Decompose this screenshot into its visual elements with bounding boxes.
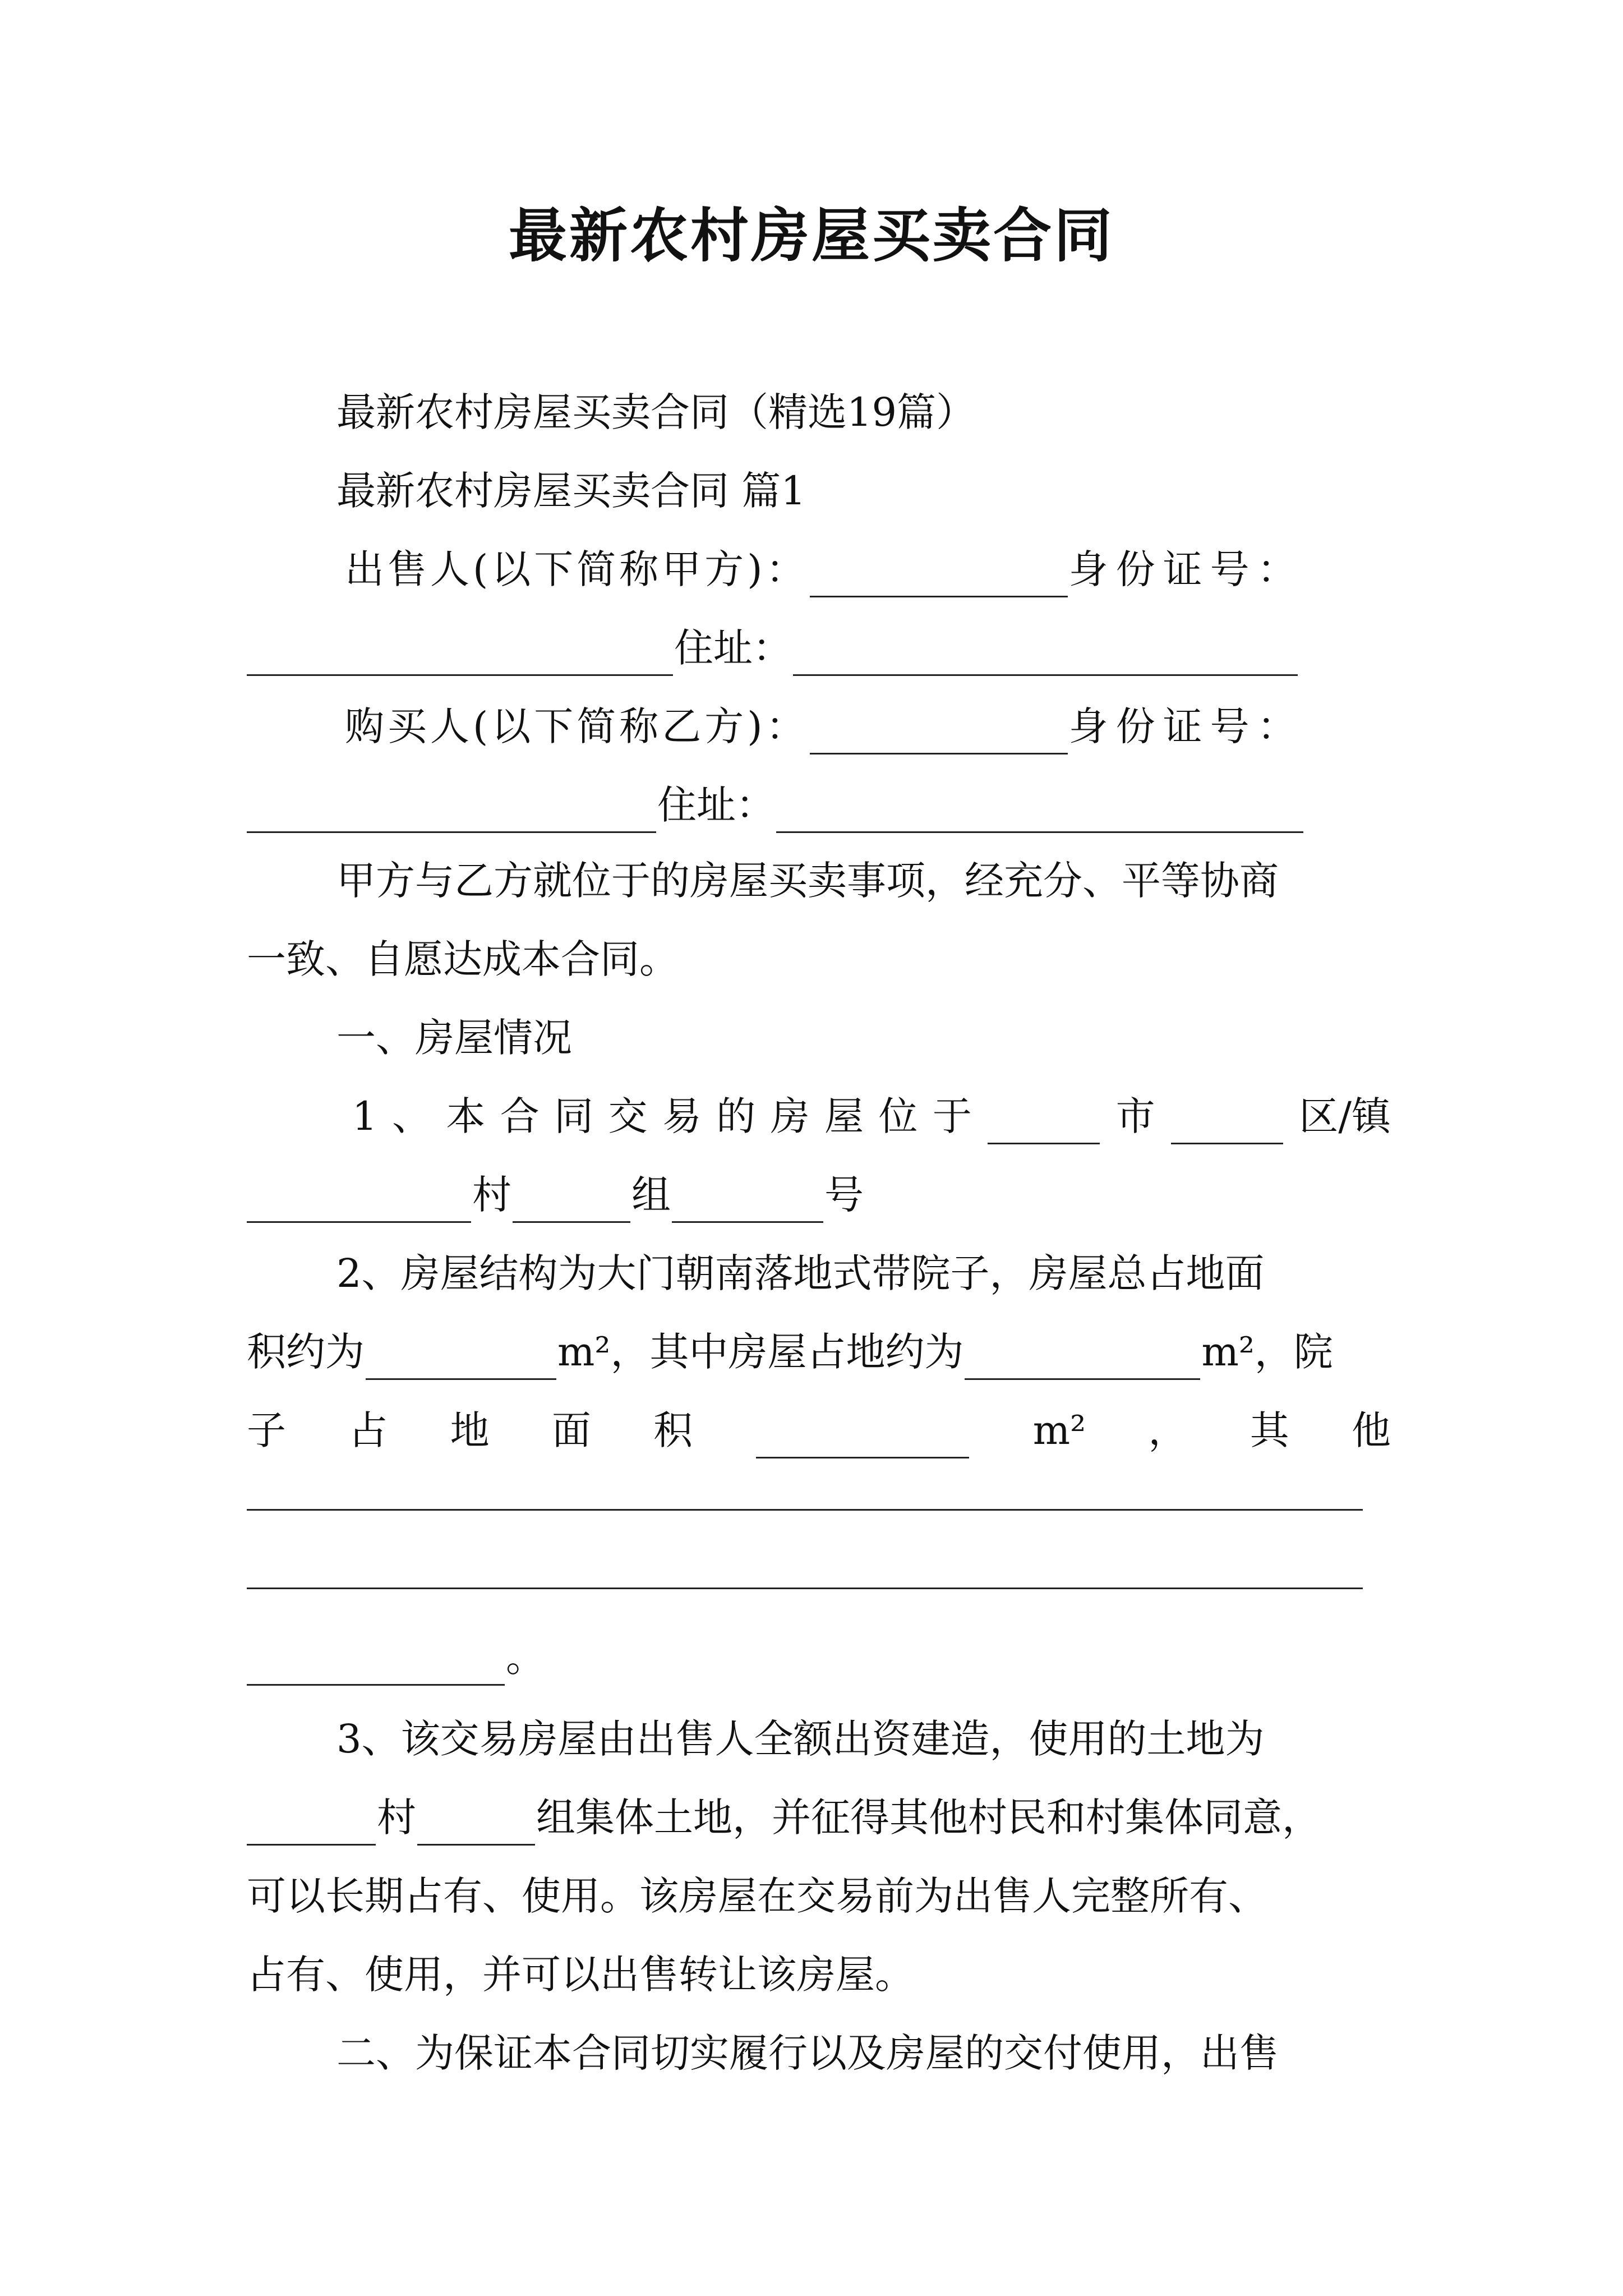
house-area-blank[interactable] xyxy=(965,1339,1200,1380)
item1-village-label: 村 xyxy=(472,1172,511,1218)
city-blank[interactable] xyxy=(988,1103,1100,1144)
buyer-address-label: 住址： xyxy=(657,782,775,828)
item1-char: 1 xyxy=(352,1093,377,1139)
section1-heading: 一、房屋情况 xyxy=(336,1015,572,1061)
item2-yard-label: m²，院 xyxy=(1201,1329,1333,1375)
item3-line-2-rest: 组集体土地，并征得其他村民和村集体同意， xyxy=(536,1795,1321,1841)
item2-end: 。 xyxy=(506,1635,545,1681)
section2-start: 二、为保证本合同切实履行以及房屋的交付使用，出售 xyxy=(336,2030,1279,2076)
document-title: 最新农村房屋买卖合同 xyxy=(508,201,1114,270)
other-blank-end[interactable] xyxy=(247,1645,505,1686)
group-blank[interactable] xyxy=(513,1182,630,1223)
item2-line3-char: 子 xyxy=(247,1407,286,1453)
land-group-blank[interactable] xyxy=(417,1805,535,1846)
buyer-id-blank[interactable] xyxy=(247,792,656,833)
buyer-name-blank[interactable] xyxy=(810,714,1068,754)
buyer-address-blank[interactable] xyxy=(776,792,1303,833)
item2-line-1: 2、房屋结构为大门朝南落地式带院子，房屋总占地面 xyxy=(336,1250,1265,1296)
item1-city-label: 市 xyxy=(1115,1093,1155,1139)
part-heading: 最新农村房屋买卖合同 篇1 xyxy=(336,468,806,514)
intro-line-1: 甲方与乙方就位于的房屋买卖事项，经充分、平等协商 xyxy=(336,858,1279,904)
item3-line-3: 可以长期占有、使用。该房屋在交易前为出售人完整所有、 xyxy=(247,1873,1267,1919)
item2-other-char: 他 xyxy=(1351,1407,1391,1453)
item1-char: 房 xyxy=(770,1093,810,1139)
item1-group-label: 组 xyxy=(631,1172,671,1218)
seller-id-label: 身份证号： xyxy=(1068,546,1304,592)
item1-char: 同 xyxy=(554,1093,594,1139)
village-blank[interactable] xyxy=(247,1182,471,1223)
item1-district-label: 区/镇 xyxy=(1299,1093,1391,1139)
item1-char: 本 xyxy=(446,1093,486,1139)
other-rule-1[interactable] xyxy=(247,1509,1363,1511)
seller-name-blank[interactable] xyxy=(810,556,1068,597)
item2-area-label: 积约为 xyxy=(247,1329,365,1375)
seller-label: 出售人(以下简称甲方)： xyxy=(345,546,809,592)
item1-char: 于 xyxy=(932,1093,972,1139)
land-village-blank[interactable] xyxy=(247,1805,376,1846)
buyer-label: 购买人(以下简称乙方)： xyxy=(345,703,809,749)
buyer-id-label: 身份证号： xyxy=(1068,703,1304,749)
item1-char: 的 xyxy=(716,1093,756,1139)
item2-line-2 xyxy=(247,1324,1391,1380)
item3-village-label: 村 xyxy=(377,1795,416,1841)
item2-line-3 xyxy=(247,1402,1391,1458)
district-blank[interactable] xyxy=(1171,1103,1283,1144)
item1-char: 、 xyxy=(391,1093,431,1139)
yard-area-blank[interactable] xyxy=(756,1418,969,1458)
buyer-address-line xyxy=(247,777,1391,833)
item3-line-4: 占有、使用，并可以出售转让该房屋。 xyxy=(247,1952,914,1998)
other-rule-2[interactable] xyxy=(247,1588,1363,1589)
number-blank[interactable] xyxy=(672,1182,823,1223)
item1-char: 合 xyxy=(500,1093,540,1139)
item3-line-2 xyxy=(247,1789,1391,1846)
item1-char: 易 xyxy=(662,1093,702,1139)
buyer-line xyxy=(345,698,1399,754)
item1-char: 屋 xyxy=(824,1093,864,1139)
item1-number-label: 号 xyxy=(824,1172,864,1218)
item1-line-2 xyxy=(247,1167,1391,1223)
seller-address-line xyxy=(247,620,1391,676)
seller-id-blank[interactable] xyxy=(247,635,673,676)
item3-line-1: 3、该交易房屋由出售人全额出资建造，使用的土地为 xyxy=(336,1716,1265,1762)
subtitle: 最新农村房屋买卖合同（精选19篇） xyxy=(336,389,976,435)
item2-line3-char: 面 xyxy=(551,1407,591,1453)
item1-char: 交 xyxy=(608,1093,648,1139)
item2-line-end xyxy=(247,1630,1391,1686)
item2-line3-char: 占 xyxy=(348,1407,388,1453)
intro-line-2: 一致、自愿达成本合同。 xyxy=(247,936,679,982)
seller-address-label: 住址： xyxy=(674,625,792,671)
item2-unit: m² xyxy=(1032,1407,1086,1453)
item2-house-area-label: m²，其中房屋占地约为 xyxy=(557,1329,964,1375)
item2-other-char: 其 xyxy=(1249,1407,1289,1453)
total-area-blank[interactable] xyxy=(366,1339,556,1380)
item2-line3-char: 积 xyxy=(653,1407,693,1453)
item1-line-1 xyxy=(352,1088,1391,1144)
item2-comma: ， xyxy=(1148,1407,1188,1453)
seller-address-blank[interactable] xyxy=(793,635,1298,676)
seller-line xyxy=(345,541,1399,597)
item2-line3-char: 地 xyxy=(450,1407,490,1453)
item1-char: 位 xyxy=(878,1093,918,1139)
